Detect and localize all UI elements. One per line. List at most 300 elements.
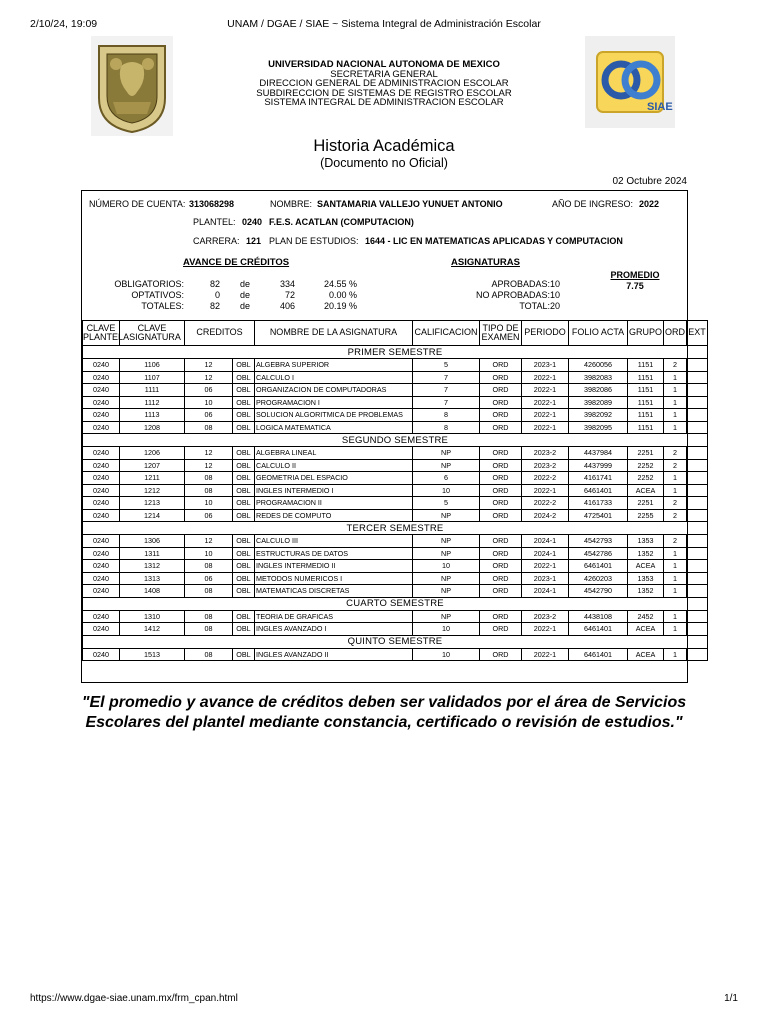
table-row [83, 359, 708, 372]
avance-total: 334 [279, 279, 295, 289]
cell-creditos: 06 [185, 384, 233, 397]
cell-periodo: 2022-2 [522, 472, 569, 485]
cell-folio-acta: 6461401 [569, 623, 628, 636]
cell-calificacion: NP [413, 610, 480, 623]
plantel-code: 0240 [242, 217, 263, 227]
cell-tipo-examen: ORD [480, 535, 522, 548]
cell-asignatura-nombre: GEOMETRIA DEL ESPACIO [255, 472, 413, 485]
cell-clave-plantel: 0240 [83, 484, 120, 497]
cell-creditos: 12 [185, 359, 233, 372]
cell-ord: 1 [664, 610, 687, 623]
cell-creditos: 12 [185, 535, 233, 548]
cell-tipo-examen: ORD [480, 371, 522, 384]
cell-asignatura-nombre: REDES DE COMPUTO [255, 509, 413, 522]
asignaturas-label: NO APROBADAS: [475, 290, 550, 300]
cell-clave-asignatura: 1213 [120, 497, 185, 510]
cell-calificacion: 8 [413, 409, 480, 422]
cell-ord: 1 [664, 472, 687, 485]
document-date: 02 Octubre 2024 [612, 176, 687, 187]
cell-clave-asignatura: 1207 [120, 459, 185, 472]
asignaturas-label: TOTAL: [519, 301, 550, 311]
cell-tipo-examen: ORD [480, 509, 522, 522]
cell-clave-plantel: 0240 [83, 547, 120, 560]
cell-tipo-examen: ORD [480, 648, 522, 661]
cell-creditos: 12 [185, 447, 233, 460]
nombre-label: NOMBRE: [270, 199, 313, 209]
table-row [83, 585, 708, 598]
cell-creditos: 08 [185, 484, 233, 497]
ingreso-label: AÑO DE INGRESO: [552, 199, 634, 209]
cell-calificacion: NP [413, 585, 480, 598]
cell-grupo: 1151 [628, 409, 664, 422]
avance-heading: AVANCE DE CRÉDITOS [183, 257, 290, 268]
cell-grupo: ACEA [628, 648, 664, 661]
cell-clave-plantel: 0240 [83, 610, 120, 623]
cell-clave-asignatura: 1211 [120, 472, 185, 485]
print-page-title: UNAM / DGAE / SIAE ~ Sistema Integral de Administración Escolar [227, 18, 541, 30]
cell-calificacion: 7 [413, 371, 480, 384]
table-row [83, 648, 708, 661]
cell-calificacion: NP [413, 535, 480, 548]
cell-folio-acta: 3982086 [569, 384, 628, 397]
cell-caracter: OBL [233, 409, 255, 422]
cell-clave-asignatura: 1206 [120, 447, 185, 460]
cell-ext [687, 447, 708, 460]
cell-periodo: 2024-2 [522, 509, 569, 522]
cell-ext [687, 472, 708, 485]
cell-grupo: 1352 [628, 585, 664, 598]
table-row [83, 484, 708, 497]
table-row [83, 547, 708, 560]
avance-label: OBLIGATORIOS: [114, 279, 184, 289]
validation-notice: "El promedio y avance de créditos deben ser validados por el área de Servicios Escolares del plantel mediante constancia, certificado o revisión de estudios." [81, 694, 687, 731]
avance-de: de [240, 290, 251, 300]
cell-tipo-examen: ORD [480, 447, 522, 460]
cell-ord: 1 [664, 384, 687, 397]
col-ord: ORD [664, 321, 687, 346]
avance-pct: 20.19 % [323, 301, 357, 311]
cell-caracter: OBL [233, 459, 255, 472]
cell-asignatura-nombre: CALCULO II [255, 459, 413, 472]
cell-grupo: 1353 [628, 572, 664, 585]
cell-periodo: 2022-1 [522, 560, 569, 573]
cell-periodo: 2023-1 [522, 572, 569, 585]
cell-creditos: 08 [185, 421, 233, 434]
grades-body [83, 346, 708, 661]
cell-asignatura-nombre: INGLES AVANZADO II [255, 648, 413, 661]
cell-caracter: OBL [233, 610, 255, 623]
unam-seal-logo [91, 36, 173, 136]
cell-caracter: OBL [233, 447, 255, 460]
cell-folio-acta: 4260203 [569, 572, 628, 585]
avance-de: de [240, 279, 251, 289]
cell-clave-asignatura: 1412 [120, 623, 185, 636]
cell-calificacion: NP [413, 447, 480, 460]
cell-ext [687, 384, 708, 397]
cell-ord: 2 [664, 535, 687, 548]
cell-calificacion: 7 [413, 396, 480, 409]
cell-creditos: 08 [185, 472, 233, 485]
cell-periodo: 2022-1 [522, 623, 569, 636]
cell-ord: 1 [664, 560, 687, 573]
cell-clave-plantel: 0240 [83, 421, 120, 434]
cell-clave-plantel: 0240 [83, 396, 120, 409]
table-row [83, 409, 708, 422]
col-clave-asignatura: CLAVE ASIGNATURA [120, 321, 185, 346]
col-periodo: PERIODO [522, 321, 569, 346]
cell-folio-acta: 4161733 [569, 497, 628, 510]
print-datetime: 2/10/24, 19:09 [30, 18, 98, 30]
cell-grupo: 2251 [628, 447, 664, 460]
cell-ext [687, 648, 708, 661]
cell-tipo-examen: ORD [480, 472, 522, 485]
cell-ext [687, 535, 708, 548]
cell-tipo-examen: ORD [480, 547, 522, 560]
table-row [83, 535, 708, 548]
carrera-label: CARRERA: [193, 236, 240, 246]
cell-clave-plantel: 0240 [83, 409, 120, 422]
cell-folio-acta: 6461401 [569, 648, 628, 661]
cell-periodo: 2023-1 [522, 359, 569, 372]
cell-caracter: OBL [233, 396, 255, 409]
cell-caracter: OBL [233, 384, 255, 397]
cell-clave-plantel: 0240 [83, 384, 120, 397]
cell-caracter: OBL [233, 547, 255, 560]
cell-ord: 2 [664, 497, 687, 510]
cell-periodo: 2024-1 [522, 547, 569, 560]
cell-clave-asignatura: 1113 [120, 409, 185, 422]
cell-clave-plantel: 0240 [83, 648, 120, 661]
cell-clave-asignatura: 1408 [120, 585, 185, 598]
col-clave-plantel: CLAVE PLANTEL [83, 321, 120, 346]
promedio-label: PROMEDIO [610, 270, 660, 280]
cell-tipo-examen: ORD [480, 610, 522, 623]
table-row [83, 384, 708, 397]
cell-clave-plantel: 0240 [83, 623, 120, 636]
cell-grupo: ACEA [628, 484, 664, 497]
cell-folio-acta: 4542786 [569, 547, 628, 560]
cell-asignatura-nombre: TEORIA DE GRAFICAS [255, 610, 413, 623]
cell-asignatura-nombre: SOLUCION ALGORITMICA DE PROBLEMAS [255, 409, 413, 422]
cell-grupo: 1353 [628, 535, 664, 548]
avance-value: 82 [209, 279, 220, 289]
semester-name: SEGUNDO SEMESTRE [83, 434, 708, 447]
institution-sistema: SISTEMA INTEGRAL DE ADMINISTRACION ESCOLAR [264, 97, 504, 109]
cell-clave-plantel: 0240 [83, 472, 120, 485]
cell-periodo: 2022-2 [522, 497, 569, 510]
cell-clave-plantel: 0240 [83, 560, 120, 573]
nombre-value: SANTAMARIA VALLEJO YUNUET ANTONIO [317, 199, 503, 209]
cell-calificacion: NP [413, 547, 480, 560]
avance-total: 72 [284, 290, 295, 300]
cell-creditos: 10 [185, 497, 233, 510]
cell-ext [687, 572, 708, 585]
cell-ord: 2 [664, 359, 687, 372]
cell-clave-asignatura: 1208 [120, 421, 185, 434]
cell-asignatura-nombre: CALCULO I [255, 371, 413, 384]
cell-folio-acta: 4437999 [569, 459, 628, 472]
cell-clave-asignatura: 1106 [120, 359, 185, 372]
table-row [83, 509, 708, 522]
cell-grupo: 1151 [628, 396, 664, 409]
cell-ext [687, 623, 708, 636]
cell-periodo: 2024-1 [522, 535, 569, 548]
cell-periodo: 2024-1 [522, 585, 569, 598]
cuenta-label: NÚMERO DE CUENTA: [89, 199, 186, 209]
cell-grupo: ACEA [628, 560, 664, 573]
semester-header-row [83, 434, 708, 447]
cell-clave-asignatura: 1214 [120, 509, 185, 522]
cell-clave-asignatura: 1311 [120, 547, 185, 560]
semester-header-row [83, 346, 708, 359]
cell-calificacion: 7 [413, 384, 480, 397]
plantel-name: F.E.S. ACATLAN (COMPUTACION) [269, 217, 414, 227]
institution-secretaria: SECRETARIA GENERAL [330, 68, 438, 80]
document-title: Historia Académica [313, 137, 455, 155]
avance-obligatorios-row [0, 279, 400, 290]
cell-ext [687, 459, 708, 472]
cell-folio-acta: 4725401 [569, 509, 628, 522]
cell-clave-plantel: 0240 [83, 371, 120, 384]
semester-name: QUINTO SEMESTRE [83, 635, 708, 648]
asignaturas-total-row [400, 301, 600, 312]
cell-asignatura-nombre: PROGRAMACION I [255, 396, 413, 409]
col-grupo: GRUPO [628, 321, 664, 346]
cell-tipo-examen: ORD [480, 409, 522, 422]
cell-creditos: 06 [185, 509, 233, 522]
cell-calificacion: 10 [413, 623, 480, 636]
cell-caracter: OBL [233, 560, 255, 573]
col-ext: EXT [687, 321, 708, 346]
semester-header-row [83, 635, 708, 648]
asignaturas-value: 10 [550, 290, 561, 300]
cell-clave-plantel: 0240 [83, 535, 120, 548]
table-row [83, 421, 708, 434]
cell-calificacion: 6 [413, 472, 480, 485]
cell-asignatura-nombre: ESTRUCTURAS DE DATOS [255, 547, 413, 560]
cell-periodo: 2023-2 [522, 459, 569, 472]
avance-label: OPTATIVOS: [131, 290, 184, 300]
asignaturas-no-aprobadas-row [400, 290, 600, 301]
avance-value: 0 [214, 290, 220, 300]
cell-clave-asignatura: 1111 [120, 384, 185, 397]
cell-asignatura-nombre: METODOS NUMERICOS I [255, 572, 413, 585]
cell-folio-acta: 4542793 [569, 535, 628, 548]
asignaturas-aprobadas-row [400, 279, 600, 290]
cell-clave-asignatura: 1212 [120, 484, 185, 497]
cell-tipo-examen: ORD [480, 560, 522, 573]
avance-pct: 0.00 % [328, 290, 357, 300]
semester-name: TERCER SEMESTRE [83, 522, 708, 535]
document-subtitle: (Documento no Oficial) [320, 156, 448, 170]
cell-ext [687, 409, 708, 422]
cell-grupo: ACEA [628, 623, 664, 636]
cell-asignatura-nombre: ORGANIZACION DE COMPUTADORAS [255, 384, 413, 397]
institution-header [200, 60, 568, 108]
cell-periodo: 2022-1 [522, 409, 569, 422]
cell-caracter: OBL [233, 371, 255, 384]
cell-creditos: 12 [185, 459, 233, 472]
cell-grupo: 1151 [628, 359, 664, 372]
avance-de: de [240, 301, 251, 311]
cuenta-value: 313068298 [189, 199, 235, 209]
institution-subdireccion: SUBDIRECCION DE SISTEMAS DE REGISTRO ESCOLAR [256, 87, 512, 99]
cell-periodo: 2023-2 [522, 610, 569, 623]
asignaturas-value: 10 [550, 279, 561, 289]
cell-ext [687, 509, 708, 522]
plantel-label: PLANTEL: [193, 217, 236, 227]
cell-calificacion: 5 [413, 359, 480, 372]
table-row [83, 572, 708, 585]
cell-periodo: 2022-1 [522, 384, 569, 397]
cell-grupo: 1352 [628, 547, 664, 560]
cell-ext [687, 560, 708, 573]
table-row [83, 623, 708, 636]
cell-periodo: 2022-1 [522, 648, 569, 661]
cell-ext [687, 497, 708, 510]
cell-clave-plantel: 0240 [83, 459, 120, 472]
cell-creditos: 08 [185, 610, 233, 623]
cell-tipo-examen: ORD [480, 585, 522, 598]
cell-ord: 1 [664, 585, 687, 598]
table-row [83, 472, 708, 485]
cell-creditos: 06 [185, 572, 233, 585]
cell-creditos: 08 [185, 648, 233, 661]
cell-folio-acta: 4260056 [569, 359, 628, 372]
cell-clave-asignatura: 1312 [120, 560, 185, 573]
cell-ord: 1 [664, 396, 687, 409]
cell-periodo: 2022-1 [522, 396, 569, 409]
cell-periodo: 2022-1 [522, 371, 569, 384]
avance-value: 82 [209, 301, 220, 311]
cell-caracter: OBL [233, 421, 255, 434]
cell-folio-acta: 6461401 [569, 484, 628, 497]
cell-periodo: 2022-1 [522, 421, 569, 434]
cell-calificacion: NP [413, 509, 480, 522]
cell-tipo-examen: ORD [480, 623, 522, 636]
cell-creditos: 08 [185, 623, 233, 636]
cell-asignatura-nombre: PROGRAMACION II [255, 497, 413, 510]
institution-university: UNIVERSIDAD NACIONAL AUTONOMA DE MEXICO [268, 59, 500, 70]
cell-folio-acta: 4161741 [569, 472, 628, 485]
col-calificacion: CALIFICACION [413, 321, 480, 346]
cell-folio-acta: 3982095 [569, 421, 628, 434]
cell-folio-acta: 4438108 [569, 610, 628, 623]
print-header [30, 18, 738, 32]
cell-grupo: 2452 [628, 610, 664, 623]
cell-asignatura-nombre: INGLES AVANZADO I [255, 623, 413, 636]
cell-clave-plantel: 0240 [83, 497, 120, 510]
cell-ext [687, 484, 708, 497]
cell-asignatura-nombre: INGLES INTERMEDIO I [255, 484, 413, 497]
print-url: https://www.dgae-siae.unam.mx/frm_cpan.html [30, 993, 238, 1004]
cell-clave-asignatura: 1513 [120, 648, 185, 661]
cell-grupo: 1151 [628, 384, 664, 397]
semester-name: CUARTO SEMESTRE [83, 597, 708, 610]
siae-logo-text: SIAE [647, 101, 673, 113]
table-row [83, 396, 708, 409]
cell-clave-asignatura: 1313 [120, 572, 185, 585]
cell-tipo-examen: ORD [480, 459, 522, 472]
cell-creditos: 12 [185, 371, 233, 384]
semester-name: PRIMER SEMESTRE [83, 346, 708, 359]
cell-tipo-examen: ORD [480, 396, 522, 409]
cell-folio-acta: 4437984 [569, 447, 628, 460]
cell-asignatura-nombre: CALCULO III [255, 535, 413, 548]
cell-clave-asignatura: 1310 [120, 610, 185, 623]
cell-caracter: OBL [233, 509, 255, 522]
cell-creditos: 10 [185, 396, 233, 409]
cell-ord: 2 [664, 459, 687, 472]
cell-clave-plantel: 0240 [83, 572, 120, 585]
cell-caracter: OBL [233, 484, 255, 497]
cell-grupo: 2252 [628, 459, 664, 472]
table-row [83, 497, 708, 510]
col-nombre: NOMBRE DE LA ASIGNATURA [255, 321, 413, 346]
avance-pct: 24.55 % [323, 279, 357, 289]
cell-clave-asignatura: 1107 [120, 371, 185, 384]
cell-asignatura-nombre: ALGEBRA LINEAL [255, 447, 413, 460]
cell-asignatura-nombre: ALGEBRA SUPERIOR [255, 359, 413, 372]
cell-caracter: OBL [233, 359, 255, 372]
cell-ord: 1 [664, 484, 687, 497]
cell-caracter: OBL [233, 585, 255, 598]
cell-periodo: 2022-1 [522, 484, 569, 497]
avance-label: TOTALES: [141, 301, 184, 311]
cell-folio-acta: 3982083 [569, 371, 628, 384]
cell-calificacion: 10 [413, 484, 480, 497]
cell-clave-asignatura: 1306 [120, 535, 185, 548]
cell-ext [687, 359, 708, 372]
asignaturas-label: APROBADAS: [491, 279, 550, 289]
cell-creditos: 06 [185, 409, 233, 422]
avance-totales-row [0, 301, 400, 312]
cell-ext [687, 547, 708, 560]
cell-ext [687, 610, 708, 623]
cell-asignatura-nombre: INGLES INTERMEDIO II [255, 560, 413, 573]
cell-ext [687, 371, 708, 384]
grades-table [82, 320, 708, 661]
cell-grupo: 2251 [628, 497, 664, 510]
avance-total: 406 [279, 301, 295, 311]
table-row [83, 447, 708, 460]
cell-tipo-examen: ORD [480, 484, 522, 497]
cell-asignatura-nombre: LOGICA MATEMATICA [255, 421, 413, 434]
cell-tipo-examen: ORD [480, 384, 522, 397]
cell-ord: 1 [664, 572, 687, 585]
cell-caracter: OBL [233, 572, 255, 585]
cell-ord: 1 [664, 421, 687, 434]
cell-folio-acta: 4542790 [569, 585, 628, 598]
plan-value: 1644 - LIC EN MATEMATICAS APLICADAS Y COMPUTACION [365, 236, 623, 246]
table-row [83, 459, 708, 472]
cell-ord: 1 [664, 547, 687, 560]
cell-ext [687, 396, 708, 409]
asignaturas-heading: ASIGNATURAS [451, 257, 520, 268]
cell-tipo-examen: ORD [480, 572, 522, 585]
print-page-number: 1/1 [724, 993, 738, 1004]
ingreso-value: 2022 [639, 199, 660, 209]
cell-clave-plantel: 0240 [83, 359, 120, 372]
col-folio-acta: FOLIO ACTA [569, 321, 628, 346]
cell-caracter: OBL [233, 497, 255, 510]
cell-clave-plantel: 0240 [83, 509, 120, 522]
cell-grupo: 2252 [628, 472, 664, 485]
cell-ord: 1 [664, 371, 687, 384]
cell-calificacion: 10 [413, 648, 480, 661]
cell-calificacion: 8 [413, 421, 480, 434]
cell-ord: 2 [664, 447, 687, 460]
